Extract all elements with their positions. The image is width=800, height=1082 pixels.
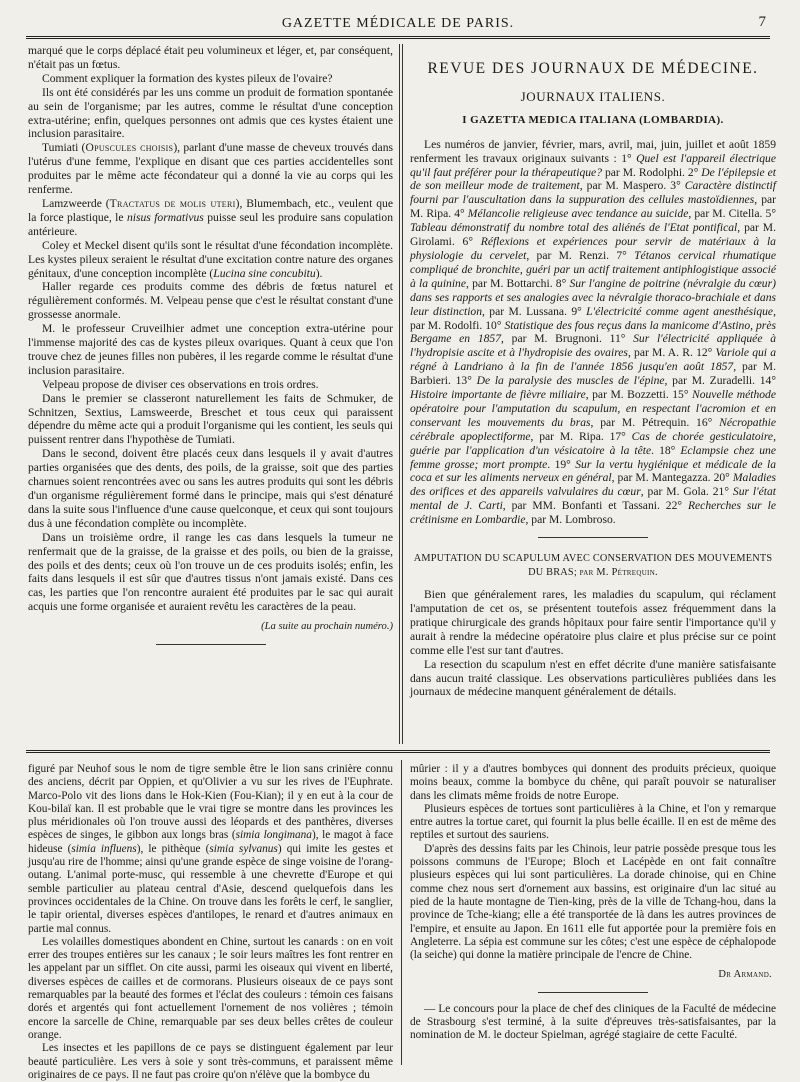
paragraph: marqué que le corps déplacé était peu volumineux et léger, et, par conséquent, n'était pas un fœtus. [28,44,393,71]
section-title: REVUE DES JOURNAUX DE MÉDECINE. [427,60,759,77]
paragraph: Ils ont été considérés par les uns comme un produit de formation spontanée au sein de l'organisme; par les autres, comme le résultat d'une conception extra-utérine; enfin, quelques personnes ont admis que ces kystes étaient une inclusion parasitaire. [28,85,393,141]
divider [538,537,648,538]
paragraph: Les insectes et les papillons de ce pays se distinguent également par leur beauté particulière. Les vers à soie y sont très-communs, et paraissent même originaires de ce pays. Il ne faut pas croire qu'on n'élève que la bombyce du [28,1042,393,1081]
subsection-title: JOURNAUX ITALIENS. [520,88,666,104]
author-signature: Dr Armand. [718,969,772,981]
continuation-note: (La suite au prochain numéro.) [261,621,393,633]
column-right-top [410,44,776,744]
paragraph: M. le professeur Cruveilhier admet une conception extra-utérine pour l'immense majorité des cas de kystes pileux ovariques. Quant à ceux que l'on trouve chez de jeunes filles non pubères, il les regarde comme le résultat d'une inclusion parasitaire. [28,322,393,377]
column-left-top [28,44,393,669]
paragraph: Coley et Meckel disent qu'ils sont le résultat d'une fécondation incomplète. Les kystes pileux seraient le résultat d'une excitation contre nature des organes génitaux, d'une conception incomplète (Lucina sine concubitu). [28,238,393,280]
paragraph: Tumiati (Opuscules choisis), parlant d'une masse de cheveux trouvés dans l'utérus d'une femme, l'explique en disant que ces parties accidentelles sont produites par le même acte fécondateur qui a donné la vie au corps qui les renferme. [28,141,394,197]
horizontal-separator [26,750,770,753]
paragraph: Haller regarde ces produits comme des débris de fœtus naturel et régulièrement conformés. M. Velpeau pense que c'est le résultat constant d'une grossesse anormale. [28,280,393,322]
article-title: AMPUTATION DU SCAPULUM AVEC CONSERVATION DES MOUVEMENTS DU BRAS; par M. Pétrequin. [413,553,773,579]
notice-paragraph: — Le concours pour la place de chef des cliniques de la Faculté de médecine de Strasbourg s'est terminé, à la suite d'épreuves très-satisfaisantes, par la nomination de M. le docteur Spielman, agrégé stagiaire de cette Faculté. [410,1002,776,1042]
journal-heading: I GAZETTA MEDICA ITALIANA (LOMBARDIA). [462,113,724,126]
journal-title: GAZETTE MÉDICALE DE PARIS. [281,16,515,31]
page-number: 7 [758,14,766,30]
paragraph: Les volailles domestiques abondent en Chine, surtout les canards : on en voit errer des troupes entières sur les canaux ; le soir leurs maîtres les font rentrer en les appelant par un sifflet. On cite aussi, parmi les oiseaux qui vivent en liberté, diverses espèces de cailles et de cormorans. Plusieurs oiseaux de ce pays sont remarquables par la beauté des formes et l'éclat des couleurs : témoin ces faisans dorés et argentés qui font actuellement l'ornement de nos volières ; témoin encore la sarcelle de Chine, remarquable par ses deux belles crêtes de couleur orange. [28,935,393,1041]
column-left-bottom [28,763,393,1081]
divider [156,644,266,645]
paragraph: mûrier : il y a d'autres bombyces qui donnent des produits précieux, quoique moins beaux, comme la bombyce du chêne, qui paraît pouvoir se naturaliser dans les climats même froids de notre Europe. [410,763,776,802]
paragraph: Plusieurs espèces de tortues sont particulières à la Chine, et l'on y remarque entre autres la tortue caret, qui fournit la plus belle écaille. Il en est de même des reptiles et surtout des sauriens. [410,802,776,842]
paragraph: D'après des dessins faits par les Chinois, leur patrie possède presque tous les poissons communs de l'Europe; Bloch et Lacépède en ont fait connaître plusieurs espèces qui lui sont particulières. La dorade chinoise, qui en Chine comme chez nous sert d'ornement aux bassins, est originaire d'un lac situé au pied de la haute montagne de Tien-king, près de la ville de Tchang-hou, dans la province de Tche-kiang; elle a été transportée de là dans les autres provinces de l'empire, et ensuite au Japon. En 1611 elle fut apportée pour la première fois en Angleterre. La sépia est commune sur les côtes; c'est une espèce de céphalopode (la seiche) qui donne la matière principale de l'encre de Chine. [410,842,776,962]
paragraph: Comment expliquer la formation des kystes pileux de l'ovaire? [42,71,333,85]
article-author: par M. Pétrequin. [579,567,658,579]
paragraph: Dans un troisième ordre, il range les cas dans lesquels la tumeur ne renfermait que de la graisse, de la graisse et des poils, ou bien de la graisse, des poils et des dents; ceux où l'on trouve un de ces produits isolés; enfin, les faits dans lesquels il est sûr que d'autres tissus n'ont jamais existé. Dans ces cas, les parties que l'on rencontre auraient été produites par le sac qui aurait acquis une forme organisée et auraient revêtu les caractères de la peau. [28,530,393,614]
paragraph: Dans le premier se classeront naturellement les faits de Schmuker, de Schnitzen, Sextius, Lamsweerde, Breschet et tous ceux qui paraissent dépendre du même acte qui a produit l'organisme qui les contient, les seuls qui puissent rentrer dans l'hypothèse de Tumiati. [28,391,393,447]
paragraph: figuré par Neuhof sous le nom de tigre semble être le lion sans crinière connu des anciens, décrit par Oppien, et qu'Olivier a vu sur les rives de l'Euphrate. Marco-Polo vit des lions dans le Hok-Kien (Fou-Kian); il y en eut à la cour de Kou-bilaï kan. Il est probable que le vrai tigre se montre dans les provinces les plus méridionales où l'on trouve aussi des léopards et des panthères, diverses espèces de singes, le gibbon aux longs bras (simia longimana), le magot à face hideuse (simia influens), le pithèque (simia sylvanus) qui imite les gestes et jusqu'au rire de l'homme; ainsi qu'une grande espèce de singe voisine de l'orang-outang. L'animal porte-musc, qui ressemble à une chevrette d'Europe et qui semble particulier au plateau central d'Asie, descend quelquefois dans les provinces occidentales de la Chine. On trouve dans les forêts le cerf, le sanglier, le tapir oriental, diverses espèces d'antilopes, le renard et d'autres animaux en partie mal connus. [28,763,393,935]
paragraph: Bien que généralement rares, les maladies du scapulum, qui réclament l'amputation de cet os, se présentent toutefois assez fréquemment dans la pratique chirurgicale des grands hôpitaux pour faire sentir l'importance qu'il y aurait à rendre la médecine opératoire plus claire et plus précise sur ce point comme elle l'est sur tant d'autres. [410,588,776,657]
paragraph: Lamzweerde (Tractatus de molis uteri), Blumembach, etc., veulent que la force plastique, le nisus formativus puisse seul les produire sans copulation antérieure. [28,196,393,238]
paragraph: Les numéros de janvier, février, mars, avril, mai, juin, juillet et août 1859 renferment les travaux originaux suivants : 1° Quel est l'appareil électrique qu'il faut préférer pour la thérapeutique? par M. Rodolphi. 2° De l'épilepsie et de son meilleur mode de traitement, par M. Maspero. 3° Caractère distinctif fourni par l'auscultation dans la suppuration des cellules mastoïdiennes, par M. Ripa. 4° Mélancolie religieuse avec tendance au suicide, par M. Citella. 5° Tableau démonstratif du nombre total des aliénés de l'Etat pontifical, par M. Girolami. 6° Réflexions et expériences pour servir de matériaux à la physiologie du cervelet, par M. Renzi. 7° Tétanos cervical rhumatique compliqué de bronchite, guéri par un actif traitement antiphlogistique associé à la quinine, par M. Bottarchi. 8° Sur l'angine de poitrine (névralgie du cœur) dans ses rapports et ses analogies avec la névralgie thoraco-brachiale et dans leur distinction, par M. Lussana. 9° L'électricité comme agent anesthésique, par M. Rodolfi. 10° Statistique des fous reçus dans la manicome d'Astino, près Bergame en 1857, par M. Brugnoni. 11° Sur l'électricité appliquée à l'hydropisie ascite et à l'hydropisie des ovaires, par M. A. R. 12° Variole qui a régné à Landriano à la fin de l'année 1856 jusqu'en août 1857, par M. Barbieri. 13° De la paralysie des muscles de l'épine, par M. Zuradelli. 14° Histoire importante de fièvre miliaire, par M. Bozzetti. 15° Nouvelle méthode opératoire pour l'amputation du scapulum, en respectant l'acromion et en conservant les mouvements du bras, par M. Pétrequin. 16° Nécropathie cérébrale apoplectiforme, par M. Ripa. 17° Cas de chorée gesticulatoire, guérie par l'application d'un vésicatoire à la tête. 18° Eclampsie chez une femme grosse; mort prompte. 19° Sur la vertu hygiénique et médicale de la coca et sur les aliments nerveux en général, par M. Mantegazza. 20° Maladies des orifices et des appareils valvulaires du cœur, par M. Gola. 21° Sur l'état mental de J. Carti, par MM. Bonfanti et Tassani. 22° Recherches sur le crétinisme en Lombardie, par M. Lombroso. [410,137,777,527]
column-separator-bottom [401,760,402,1065]
column-right-bottom [410,763,776,1063]
page-header [26,10,770,39]
divider [538,992,648,993]
column-separator-top [399,44,403,744]
paragraph: Velpeau propose de diviser ces observations en trois ordres. [42,377,319,391]
paragraph: La resection du scapulum n'est en effet décrite d'une manière satisfaisante dans aucun traité classique. Les observations particulières publiées dans les journaux de médecine manquent généralement de détails. [410,657,776,699]
paragraph: Dans le second, doivent être placés ceux dans lesquels il y avait d'autres parties organisées que des dents, des poils, de la graisse, soit que des parties charnues soient rencontrées avec ou sans les autres produits qui sont les débris d'un organisme régulièrement formé dans le principe, mais qui s'est dénaturé dans la suite sous l'influence d'une cause quelconque, et ceux qui sont toujours dus à une fécondation complète ou incomplète. [28,447,393,530]
